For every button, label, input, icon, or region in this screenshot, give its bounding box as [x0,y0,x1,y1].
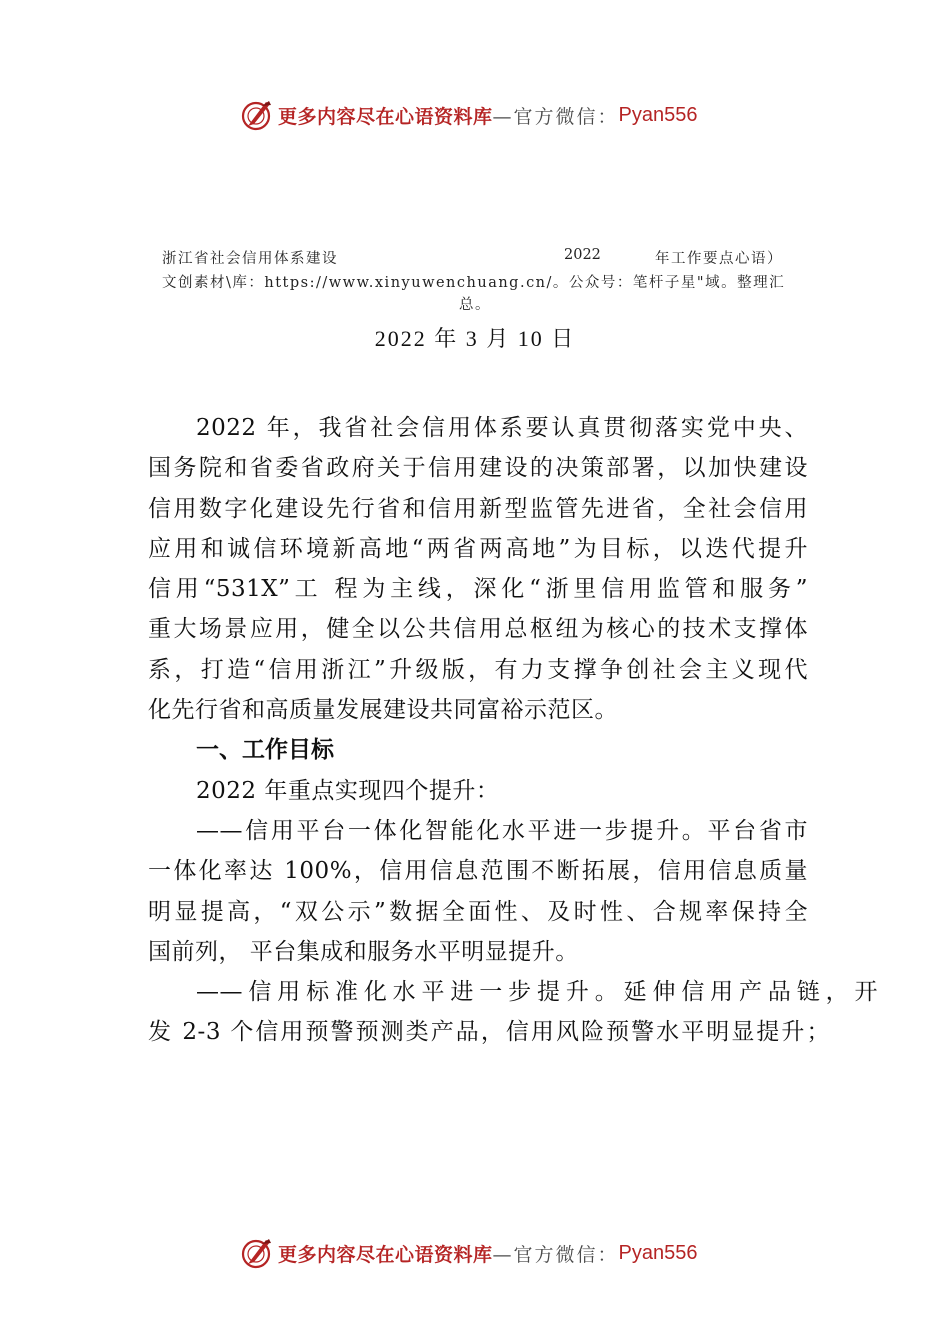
watermark-main-text: 更多内容尽在心语资料库 [278,105,493,128]
watermark-sub-text: —官方微信： [492,105,619,128]
body-line: 国务院和省委省政府关于信用建设的决策部署，以加快建设 [148,455,808,482]
body-line: ——信用平台一体化智能化水平进一步提升。平台省市 [196,817,808,844]
header-source-line: 文创素材\库：https://www.xinyuwenchuang.cn/。公众号：笔杆子星"域。整理汇 [162,275,786,291]
section-heading-goals: 一、工作目标 [196,737,334,764]
watermark-wechat-id: Pyan556 [618,103,698,126]
body-line: 发 2-3 个信用预警预测类产品，信用风险预警水平明显提升； [148,1019,830,1046]
body-line: 系，打造“信用浙江”升级版，有力支撑争创社会主义现代 [148,656,808,683]
document-body [148,408,878,1053]
body-line: 明显提高，“双公示”数据全面性、及时性、合规率保持全 [148,898,808,925]
watermark-wechat-id: Pyan556 [618,1241,698,1264]
body-line: 信用数字化建设先行省和信用新型监管先进省，全社会信用 [148,495,808,522]
header-title-year: 2022 [564,247,601,263]
body-line: 2022 年，我省社会信用体系要认真贯彻落实党中央、 [196,415,808,441]
header-title-right: 年工作要点心语） [655,251,783,267]
header-source-tail: 总。 [459,297,491,313]
watermark-banner-top [0,95,950,135]
document-date: 2022 年 3 月 10 日 [374,326,576,351]
body-line: 2022 年重点实现四个提升： [196,777,500,804]
body-line: 国前列， 平台集成和服务水平明显提升。 [148,938,579,965]
watermark-main-text: 更多内容尽在心语资料库 [278,1243,493,1266]
body-line: 应用和诚信环境新高地“两省两高地”为目标，以迭代提升 [148,535,808,562]
body-line: 化先行省和高质量发展建设共同富裕示范区。 [148,697,618,724]
body-line: 重大场景应用，健全以公共信用总枢纽为核心的技术支撑体 [148,616,808,643]
watermark-banner-bottom [0,1233,950,1273]
watermark-sub-text: —官方微信： [492,1243,619,1266]
header-title-left: 浙江省社会信用体系建设 [162,251,338,267]
quill-logo-icon [240,98,274,132]
body-line: 一体化率达 100%，信用信息范围不断拓展，信用信息质量 [148,858,808,885]
body-line: 信用“531X”工 程为主线，深化“浙里信用监管和服务” [148,576,808,603]
quill-logo-icon [240,1236,274,1270]
body-line: ——信用标准化水平进一步提升。延伸信用产品链，开 [196,979,878,1006]
